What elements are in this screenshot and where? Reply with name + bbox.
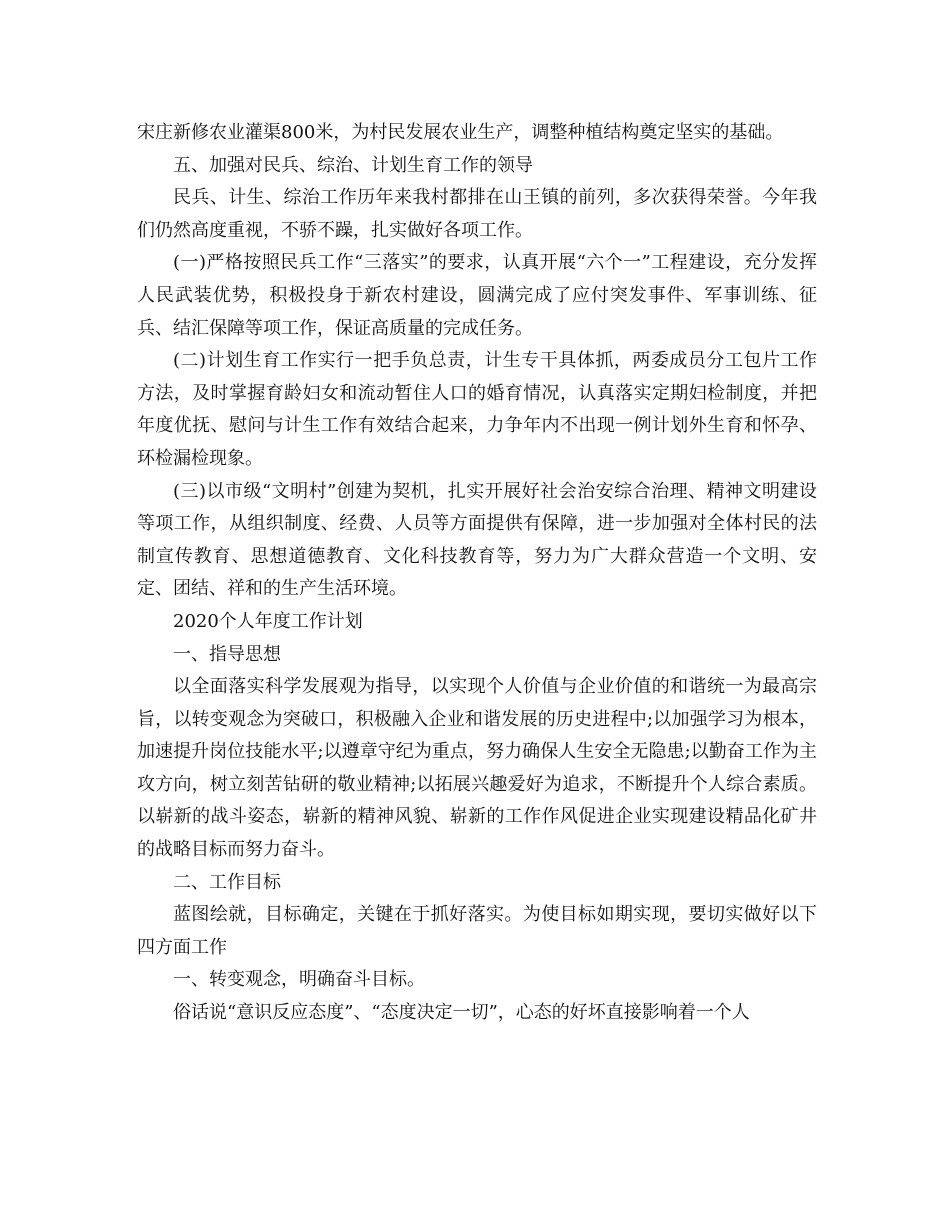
paragraph: 俗话说“意识反应态度”、“态度决定一切”，心态的好坏直接影响着一个人 — [173, 1002, 750, 1024]
document-title: 2020个人年度工作计划 — [173, 610, 363, 632]
paragraph: 民兵、计生、综治工作历年来我村都排在山王镇的前列，多次获得荣誉。今年我们仍然高度重视，不骄不躁，扎实做好各项工作。 — [137, 187, 817, 241]
section-heading-guiding-thought: 一、指导思想 — [173, 643, 281, 665]
section-heading-five: 五、加强对民兵、综治、计划生育工作的领导 — [173, 154, 533, 176]
paragraph: (二)计划生育工作实行一把手负总责，计生专干具体抓，两委成员分工包片工作方法，及时掌握育龄妇女和流动暂住人口的婚育情况，认真落实定期妇检制度，并把年度优抚、慰问与计生工作有效结合起来，力争年内不出现一例计划外生育和怀孕、环检漏检现象。 — [137, 350, 817, 469]
body-text — [137, 117, 817, 1030]
paragraph: 蓝图绘就，目标确定，关键在于抓好落实。为使目标如期实现，要切实做好以下四方面工作 — [137, 904, 817, 958]
subsection-heading: 一、转变观念，明确奋斗目标。 — [173, 969, 425, 991]
section-heading-work-goals: 二、工作目标 — [173, 871, 281, 893]
paragraph-continuation: 宋庄新修农业灌渠800米，为村民发展农业生产，调整种植结构奠定坚实的基础。 — [137, 122, 784, 143]
paragraph: (一)严格按照民兵工作“三落实”的要求，认真开展“六个一”工程建设，充分发挥人民武装优势，积极投身于新农村建设，圆满完成了应付突发事件、军事训练、征兵、结汇保障等项工作，保证高质量的完成任务。 — [137, 252, 817, 339]
paragraph: (三)以市级“文明村”创建为契机，扎实开展好社会治安综合治理、精神文明建设等项工作，从组织制度、经费、人员等方面提供有保障，进一步加强对全体村民的法制宣传教育、思想道德教育、文化科技教育等，努力为广大群众营造一个文明、安定、团结、祥和的生产生活环境。 — [137, 480, 817, 600]
paragraph: 以全面落实科学发展观为指导，以实现个人价值与企业价值的和谐统一为最高宗旨，以转变观念为突破口，积极融入企业和谐发展的历史进程中;以加强学习为根本，加速提升岗位技能水平;以遵章守纪为重点，努力确保人生安全无隐患;以勤奋工作为主攻方向，树立刻苦钻研的敬业精神;以拓展兴趣爱好为追求，不断提升个人综合素质。以崭新的战斗姿态，崭新的精神风貌、崭新的工作作风促进企业实现建设精品化矿井的战略目标而努力奋斗。 — [137, 676, 817, 861]
